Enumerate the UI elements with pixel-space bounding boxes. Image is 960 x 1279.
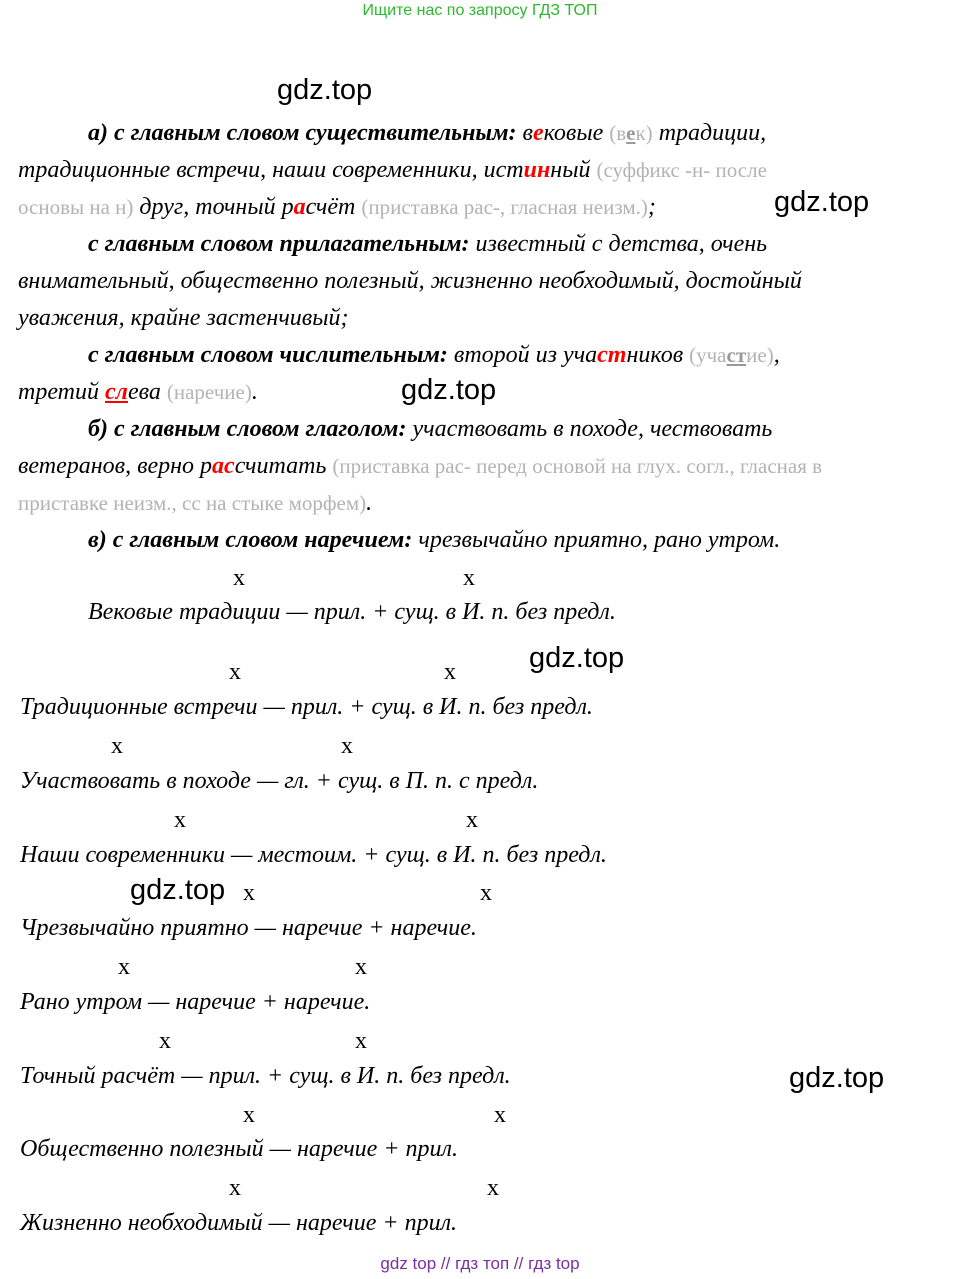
watermark: gdz.top: [529, 642, 625, 674]
scheme-line: Участвовать в походе — гл. + сущ. в П. п. с предл.: [20, 768, 539, 794]
paragraph-line: [18, 380, 258, 404]
cross-mark: x: [463, 565, 475, 591]
paragraph-line: [18, 195, 656, 219]
text: третий: [18, 379, 99, 405]
text: ный: [550, 157, 591, 183]
text: уважения, крайне застенчивый;: [18, 305, 349, 331]
text: ,: [773, 342, 780, 368]
cross-mark: x: [444, 659, 456, 685]
highlight-letter: а: [293, 194, 306, 220]
section-label: с главным словом числительным:: [88, 342, 448, 368]
watermark: gdz.top: [277, 74, 373, 106]
scheme-line: Общественно полезный — наречие + прил.: [20, 1136, 458, 1162]
cross-mark: x: [229, 1175, 241, 1201]
paragraph-line: [88, 343, 780, 367]
text: традиции,: [658, 120, 767, 146]
note: (приставка рас-, гласная неизм.): [361, 195, 648, 219]
text: ева: [127, 379, 161, 405]
text: чрезвычайно приятно, рано утром.: [418, 527, 781, 553]
text: ковые: [543, 120, 604, 146]
highlight-letter: сл: [105, 379, 128, 405]
text: .: [366, 490, 373, 516]
note: (век): [609, 121, 653, 145]
note: (наречие): [166, 380, 252, 404]
text: ников: [626, 342, 684, 368]
scheme-line: Наши современники — местоим. + сущ. в И. п. без предл.: [20, 842, 607, 868]
text: ;: [647, 194, 656, 220]
cross-mark: x: [233, 565, 245, 591]
note: (суффикс -н- после: [596, 158, 767, 182]
cross-mark: x: [487, 1175, 499, 1201]
cross-mark: x: [355, 954, 367, 980]
paragraph-line: [18, 158, 767, 182]
highlight-letter: ас: [212, 453, 235, 479]
text: .: [251, 379, 258, 405]
text: известный с детства, очень: [475, 231, 768, 257]
note: (участие): [689, 343, 774, 367]
section-label: с главным словом прилагательным:: [88, 231, 470, 257]
section-label: в) с главным словом наречием:: [88, 527, 413, 553]
highlight-letter: ст: [597, 342, 627, 368]
paragraph-line: [88, 232, 767, 256]
text: традиционные встречи, наши современники, ист: [18, 157, 524, 183]
scheme-line: Вековые традиции — прил. + сущ. в И. п. без предл.: [88, 599, 616, 625]
watermark: gdz.top: [789, 1062, 885, 1094]
watermark: gdz.top: [774, 186, 870, 218]
text: ветеранов, верно р: [18, 453, 213, 479]
cross-mark: x: [243, 1102, 255, 1128]
cross-mark: x: [111, 733, 123, 759]
highlight-letter: ин: [523, 157, 551, 183]
paragraph-line: [88, 528, 780, 552]
cross-mark: x: [229, 659, 241, 685]
footer: gdz top // гдз топ // гдз top: [380, 1254, 580, 1273]
cross-mark: x: [118, 954, 130, 980]
scheme-line: Точный расчёт — прил. + сущ. в И. п. без предл.: [20, 1063, 511, 1089]
scheme-line: Чрезвычайно приятно — наречие + наречие.: [20, 915, 477, 941]
section-label: б) с главным словом глаголом:: [88, 416, 407, 442]
paragraph-line: [88, 417, 772, 441]
highlight-letter: е: [532, 120, 544, 146]
watermark: gdz.top: [130, 874, 226, 906]
cross-mark: x: [494, 1102, 506, 1128]
scheme-line: Рано утром — наречие + наречие.: [20, 989, 371, 1015]
scheme-line: Жизненно необходимый — наречие + прил.: [20, 1210, 458, 1236]
scheme-line: Традиционные встречи — прил. + сущ. в И. п. без предл.: [20, 694, 593, 720]
section-label: а) с главным словом существительным:: [88, 120, 517, 146]
text: друг, точный р: [139, 194, 294, 220]
text: счёт: [305, 194, 356, 220]
cross-mark: x: [355, 1028, 367, 1054]
cross-mark: x: [341, 733, 353, 759]
top-banner: Ищите нас по запросу ГДЗ ТОП: [362, 2, 598, 19]
cross-mark: x: [243, 880, 255, 906]
text: второй из уча: [453, 342, 598, 368]
note: (приставка рас- перед основой на глух. согл., гласная в: [332, 454, 823, 478]
text: считать: [234, 453, 327, 479]
watermark: gdz.top: [401, 374, 497, 406]
paragraph-line: [18, 454, 822, 478]
text: внимательный, общественно полезный, жизненно необходимый, достойный: [18, 268, 802, 294]
paragraph-line: [18, 269, 802, 293]
cross-mark: x: [159, 1028, 171, 1054]
text: в: [522, 120, 533, 146]
cross-mark: x: [466, 807, 478, 833]
cross-mark: x: [174, 807, 186, 833]
paragraph-line: [88, 121, 766, 145]
note: приставке неизм., сс на стыке морфем): [18, 491, 367, 515]
paragraph-line: [18, 306, 348, 330]
text: участвовать в походе, чествовать: [412, 416, 773, 442]
cross-mark: x: [480, 880, 492, 906]
paragraph-line: [18, 491, 372, 515]
note: основы на н): [18, 195, 134, 219]
